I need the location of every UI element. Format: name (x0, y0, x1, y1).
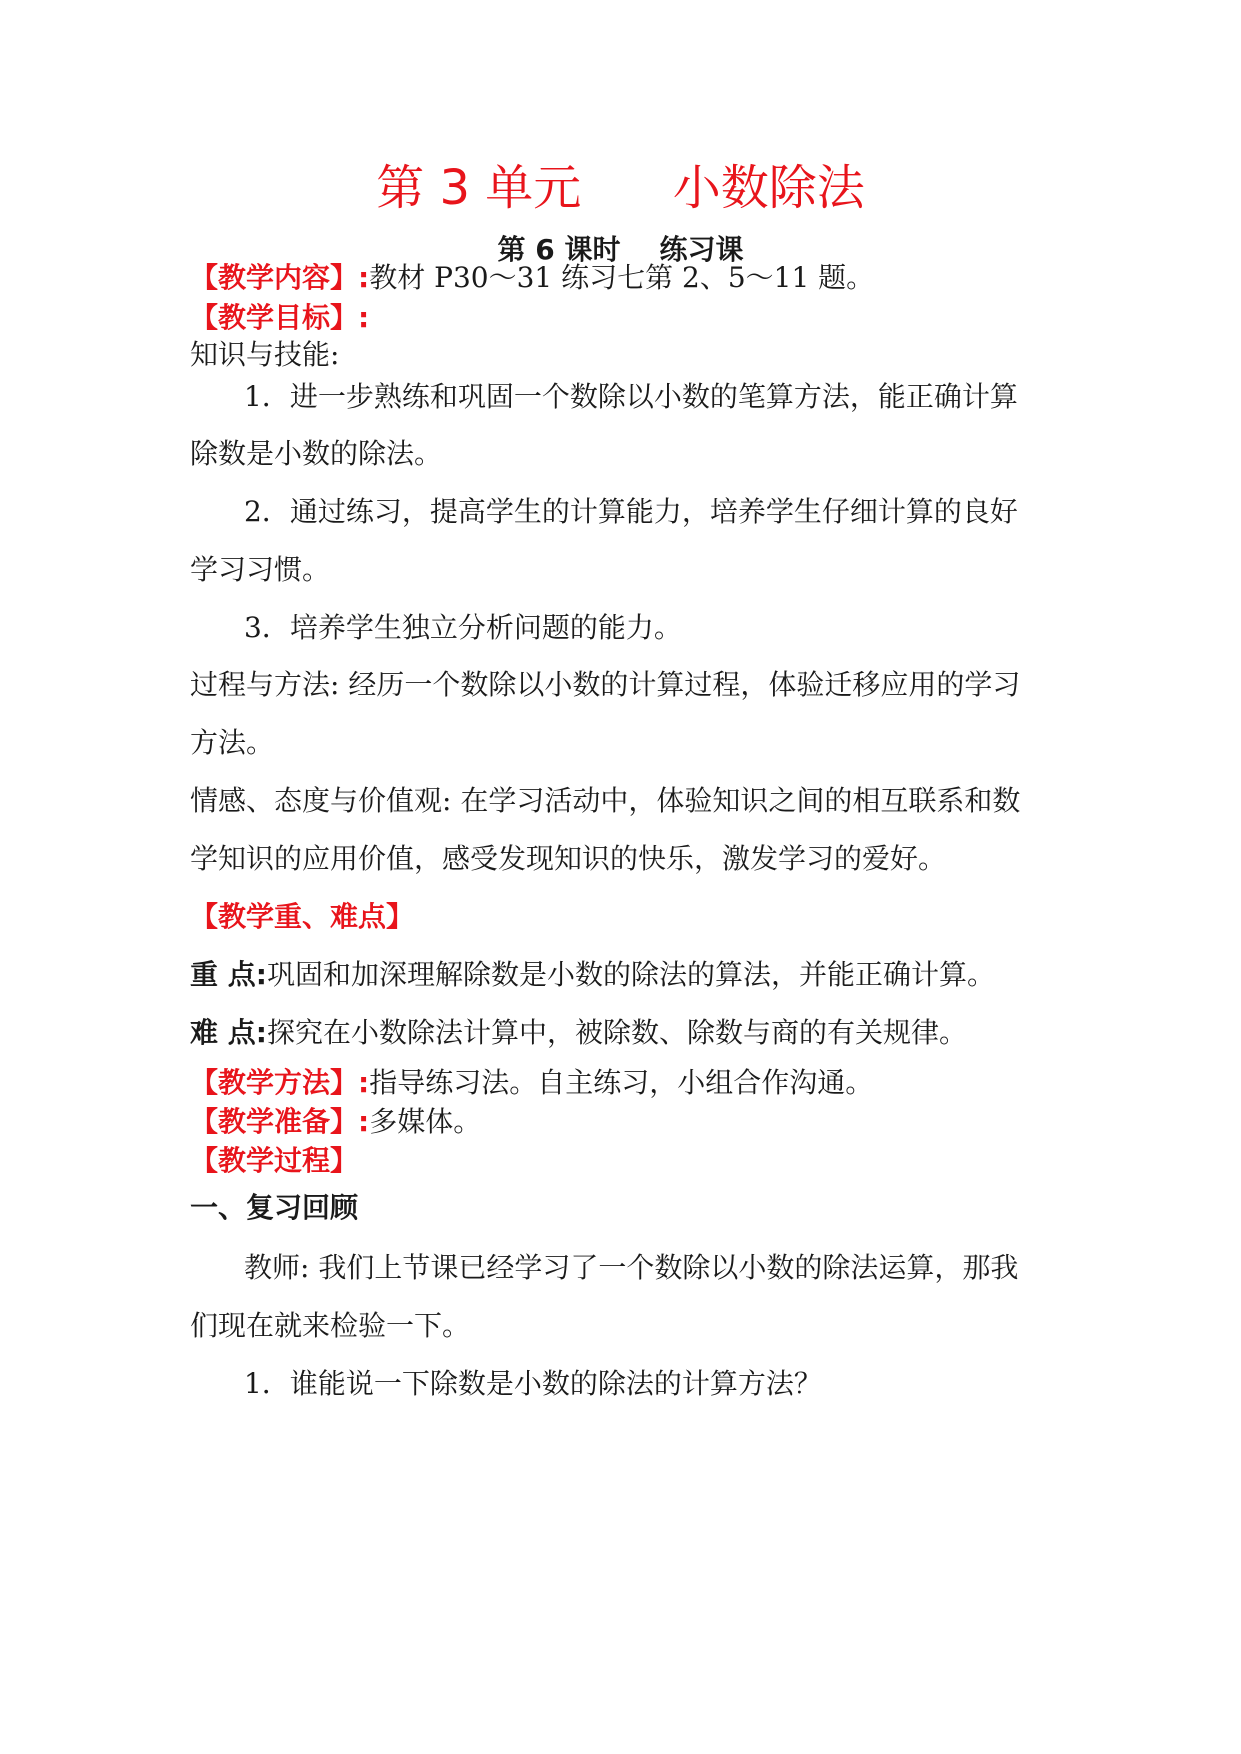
difficult-point-label: 难 点: (190, 1016, 267, 1049)
difficult-point-line (190, 1013, 1070, 1053)
difficult-point-text: 探究在小数除法计算中，被除数、除数与商的有关规律。 (266, 1016, 967, 1049)
process-method-line-1: 过程与方法: 经历一个数除以小数的计算过程，体验迁移应用的学习 (190, 668, 1021, 701)
goal-item-2-line-2: 学习习惯。 (190, 553, 331, 586)
goal-item-1-line-2: 除数是小数的除法。 (190, 437, 443, 470)
teaching-prep-line (190, 1102, 1070, 1142)
key-point-line (190, 955, 1070, 995)
teaching-process-line (190, 1141, 1070, 1181)
key-point-text: 巩固和加深理解除数是小数的除法的算法，并能正确计算。 (266, 958, 995, 991)
emotion-values-line-2: 学知识的应用价值，感受发现知识的快乐，激发学习的爱好。 (190, 842, 947, 875)
teaching-goals-line (190, 298, 1070, 338)
teaching-process-label: 【教学过程】 (190, 1144, 359, 1177)
key-difficult-heading-line (190, 897, 1070, 937)
knowledge-heading: 知识与技能: (190, 338, 340, 371)
emotion-values-line-1: 情感、态度与价值观: 在学习活动中，体验知识之间的相互联系和数 (190, 784, 1021, 817)
teacher-line-2: 们现在就来检验一下。 (190, 1309, 471, 1342)
review-question-1: 1．谁能说一下除数是小数的除法的计算方法？ (244, 1367, 822, 1400)
teacher-line-1: 教师: 我们上节课已经学习了一个数除以小数的除法运算，那我 (244, 1251, 1019, 1284)
teaching-content-text: 教材 P30～31 练习七第 2、5～11 题。 (369, 261, 875, 294)
process-method-line-2: 方法。 (190, 726, 275, 759)
section-review-heading: 一、复习回顾 (190, 1191, 359, 1224)
goal-item-3: 3．培养学生独立分析问题的能力。 (244, 611, 682, 644)
key-difficult-label: 【教学重、难点】 (190, 900, 415, 933)
lesson-subtitle: 第 6 课时 练习课 (497, 233, 744, 266)
teaching-method-label: 【教学方法】: (190, 1066, 370, 1099)
goal-item-1-line-1: 1．进一步熟练和巩固一个数除以小数的笔算方法，能正确计算 (244, 380, 1018, 413)
teaching-goals-label: 【教学目标】: (190, 301, 370, 334)
key-point-label: 重 点: (190, 958, 267, 991)
goal-item-2-line-1: 2．通过练习，提高学生的计算能力，培养学生仔细计算的良好 (244, 495, 1018, 528)
teaching-prep-text: 多媒体。 (369, 1105, 482, 1138)
teaching-content-label: 【教学内容】: (190, 261, 370, 294)
unit-title: 第 3 单元 小数除法 (376, 160, 865, 216)
teaching-prep-label: 【教学准备】: (190, 1105, 370, 1138)
teaching-content-line (190, 258, 1070, 298)
teaching-method-line (190, 1063, 1070, 1103)
teaching-method-text: 指导练习法。自主练习，小组合作沟通。 (369, 1066, 874, 1099)
